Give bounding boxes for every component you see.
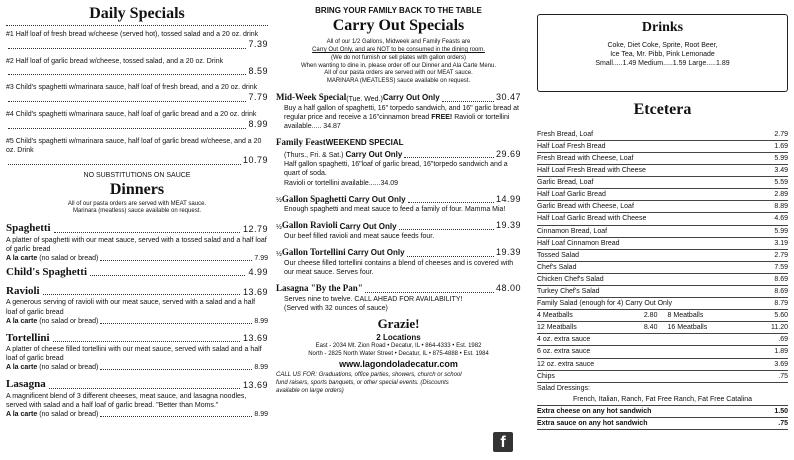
dinner-price: 12.79 <box>242 223 268 234</box>
et-name: Chicken Chef's Salad <box>537 275 604 283</box>
etcetera-row <box>537 189 788 201</box>
dinner-price: 13.69 <box>242 286 268 297</box>
midweek-desc-2: Ravioli or tortellini available..... 34.87 <box>284 113 510 130</box>
et-name: 4 oz. extra sauce <box>537 336 591 344</box>
dinner-name: Lasagna <box>6 378 46 391</box>
etcetera-row <box>537 262 788 274</box>
etcetera-row <box>537 165 788 177</box>
et-price: 8.69 <box>774 275 788 283</box>
et-name: Half Loaf Fresh Bread with Cheese <box>537 167 646 175</box>
et-name: Cinnamon Bread, Loaf <box>537 227 608 235</box>
special-desc: #1 Half loaf of fresh bread w/cheese (served hot), tossed salad and a 20 oz. drink <box>6 30 259 38</box>
midweek-price: 30.47 <box>495 91 521 102</box>
alacarte-note: (no salad or bread) <box>37 410 99 418</box>
et-name: 12 oz. extra sauce <box>537 360 595 368</box>
half-gallon-ravioli <box>276 220 521 241</box>
carry-out-note-3: (We do not furnish or sell plates with gallon orders) <box>331 54 466 61</box>
et-price: 7.59 <box>774 263 788 271</box>
et-price: 3.19 <box>774 239 788 247</box>
drinks-title: Drinks <box>641 20 684 35</box>
etcetera-list <box>535 129 790 430</box>
dinner-price: 13.69 <box>242 333 268 344</box>
et-name: Turkey Chef's Salad <box>537 288 600 296</box>
special-price: 7.39 <box>248 38 268 49</box>
carry-out-note-1: All of our 1/2 Gallons, Midweek and Family Feasts are <box>326 39 471 46</box>
gallon-price: 14.99 <box>495 193 521 204</box>
et-price: 1.89 <box>774 348 788 356</box>
substitution-note: NO SUBSTITUTIONS ON SAUCE <box>83 171 191 179</box>
et-price: 5.59 <box>774 179 788 187</box>
family-feast <box>276 137 521 188</box>
alacarte-note: (no salad or bread) <box>37 364 99 372</box>
facebook-icon[interactable]: f <box>493 432 513 452</box>
dinner-name: Child's Spaghetti <box>6 265 87 278</box>
daily-specials-column <box>6 0 268 460</box>
special-desc: #3 Child's spaghetti w/marinara sauce, half loaf of fresh bread, and a 20 oz. drink <box>6 84 258 92</box>
et-price: .75 <box>778 372 788 380</box>
et-name: Garlic Bread with Cheese, Loaf <box>537 203 634 211</box>
daily-special-4 <box>6 110 268 131</box>
etcetera-row <box>537 201 788 213</box>
gallon-name: Gallon Tortellini <box>281 247 346 258</box>
etcetera-row <box>537 346 788 358</box>
special-desc: #5 Child's spaghetti w/marinara sauce, half loaf of garlic bread w/cheese, and a 20 oz. Drink <box>6 137 262 155</box>
lasagna-by-the-pan <box>276 283 521 313</box>
et-price: 3.49 <box>774 167 788 175</box>
lasagna-desc: Serves nine to twelve. CALL AHEAD FOR AVAILABILITY! <box>284 295 463 303</box>
midweek-name: Mid-Week Special <box>276 91 347 102</box>
midweek-free: FREE! <box>431 113 453 121</box>
dinner-item-ravioli <box>6 284 268 326</box>
et-name: Half Loaf Garlic Bread <box>537 191 606 199</box>
et-name: 8 Meatballs <box>667 312 704 320</box>
family-desc-2: Ravioli or tortellini available......34.09 <box>284 179 399 187</box>
dinner-item-lasagna <box>6 377 268 419</box>
et-price: 5.99 <box>774 154 788 162</box>
etcetera-row <box>537 298 788 310</box>
gallon-suffix: Carry Out Only <box>348 194 406 204</box>
drinks-line-2: Ice Tea, Mr. Pibb, Pink Lemonade <box>610 51 715 59</box>
dinner-desc: A magnificent blend of 3 different cheeses, meat sauce, and lasagna noodles, served with salad and a half loaf of garlic bread. "Better than Moms." <box>6 392 247 409</box>
et-price: 11.20 <box>771 324 788 332</box>
daily-special-2 <box>6 57 268 78</box>
family-days-suffix: Carry Out Only <box>345 149 403 159</box>
et-name: Tossed Salad <box>537 251 580 259</box>
et-price: 2.79 <box>774 251 788 259</box>
dinner-name: Spaghetti <box>6 222 51 235</box>
daily-specials-list <box>6 30 268 167</box>
family-suffix: WEEKEND SPECIAL <box>325 138 404 148</box>
carry-out-note-5: All of our pasta orders are served with our MEAT sauce. <box>324 70 473 77</box>
et-price: .75 <box>778 420 788 428</box>
et-price: 5.60 <box>774 312 788 320</box>
meatball-row <box>537 322 788 334</box>
et-name: Half Loaf Fresh Bread <box>537 142 606 150</box>
alacarte-price: 8.99 <box>254 364 268 372</box>
family-days: (Thurs., Fri. & Sat.) <box>284 151 346 159</box>
etcetera-row <box>537 334 788 346</box>
special-desc: #4 Child's spaghetti w/marinara sauce, half loaf of garlic bread and a 20 oz. drink <box>6 111 257 119</box>
gallon-desc: Our beef filled ravioli and meat sauce feeds four. <box>284 233 435 241</box>
family-name: Family Feast <box>276 136 326 147</box>
carry-out-note-6: MARINARA (MEATLESS) sauce available on request. <box>326 78 471 85</box>
carry-out-title: Carry Out Specials <box>332 17 465 35</box>
frac: ½ <box>276 250 282 258</box>
et-name: 4 Meatballs <box>537 312 573 320</box>
drinks-etcetera-column <box>535 0 790 460</box>
special-price: 10.79 <box>242 155 268 166</box>
special-price: 7.79 <box>248 92 268 103</box>
et-name: Garlic Bread, Loaf <box>537 179 594 187</box>
etcetera-row <box>537 274 788 286</box>
alacarte-note: (no salad or bread) <box>37 254 99 262</box>
daily-specials-title: Daily Specials <box>6 4 268 26</box>
et-price: 1.50 <box>774 407 788 415</box>
half-gallon-tortellini <box>276 247 521 277</box>
et-name: Fresh Bread with Cheese, Loaf <box>537 154 634 162</box>
gallon-name: Gallon Ravioli <box>281 220 338 231</box>
et-price: 8.79 <box>774 300 788 308</box>
midweek-desc: Buy a half gallon of spaghetti, 16" torpedo sandwich, and 16" garlic bread at regular price and receive a 16"cinnamon bread <box>284 104 519 121</box>
etcetera-row <box>537 226 788 238</box>
callus-note: CALL US FOR: Graduations, office parties, showers, church or school fund raisers, sports banquets, or other special events. (Discounts available on large orders) <box>276 372 462 395</box>
etcetera-row <box>537 129 788 141</box>
grazie-title: Grazie! <box>377 315 420 331</box>
meatball-row <box>537 310 788 322</box>
website-link[interactable]: www.lagondoladecatur.com <box>339 358 458 369</box>
lasagna-name: Lasagna "By the Pan" <box>276 283 363 294</box>
etcetera-row <box>537 141 788 153</box>
alacarte-label: A la carte <box>6 410 38 418</box>
et-price: 4.69 <box>774 215 788 223</box>
et-price: 8.69 <box>774 288 788 296</box>
gallon-desc: Enough spaghetti and meat sauce to feed a family of four. Mamma Mia! <box>284 206 506 214</box>
location-east: East - 2034 Mt. Zion Road • Decatur, IL • 864-4333 • Est. 1982 <box>315 343 482 350</box>
et-price: 2.79 <box>774 130 788 138</box>
etcetera-row <box>537 153 788 165</box>
family-price: 29.69 <box>495 148 521 159</box>
et-name: Fresh Bread, Loaf <box>537 130 594 138</box>
et-name: Half Loaf Garlic Bread with Cheese <box>537 215 647 223</box>
locations-title: 2 Locations <box>376 332 421 342</box>
alacarte-price: 7.99 <box>254 254 268 262</box>
dinner-name: Ravioli <box>6 285 40 298</box>
dinner-desc: A generous serving of ravioli with our meat sauce, served with a salad and a half loaf of garlic bread <box>6 299 256 316</box>
extra-row <box>537 418 788 430</box>
etcetera-title: Etcetera <box>633 101 692 118</box>
drinks-line-1: Coke, Diet Coke, Sprite, Root Beer, <box>607 42 718 50</box>
et-name: Chef's Salad <box>537 263 577 271</box>
special-desc: #2 Half loaf of garlic bread w/cheese, tossed salad, and a 20 oz. Drink <box>6 57 224 65</box>
special-price: 8.99 <box>248 119 268 130</box>
gallon-suffix: Carry Out Only <box>339 221 397 231</box>
alacarte-label: A la carte <box>6 364 38 372</box>
dressings-title: Salad Dressings: <box>537 384 590 392</box>
midweek-days: (Tue. Wed.) <box>346 95 383 103</box>
etcetera-row <box>537 177 788 189</box>
drinks-line-3: Small.....1.49 Medium.....1.59 Large.....1.89 <box>595 60 730 68</box>
alacarte-label: A la carte <box>6 317 38 325</box>
et-price: 5.99 <box>774 227 788 235</box>
dinner-desc: A platter of cheese filled tortellini with our meat sauce, served with salad and a half loaf of garlic bread <box>6 346 262 363</box>
dinner-price: 13.69 <box>242 379 268 390</box>
etcetera-row <box>537 359 788 371</box>
gallon-desc: Our cheese filled tortellini contains a blend of cheeses and is covered with our meat sauce. Serves four. <box>284 259 514 276</box>
et-name: Extra cheese on any hot sandwich <box>537 407 652 415</box>
et-price: 2.89 <box>774 191 788 199</box>
et-name: 6 oz. extra sauce <box>537 348 591 356</box>
et-name: Half Loaf Cinnamon Bread <box>537 239 620 247</box>
etcetera-row <box>537 286 788 298</box>
carry-out-note-4: When wanting to dine in, please order off our Dinner and Ala Carte Menu. <box>300 62 496 69</box>
et-price: 1.69 <box>774 142 788 150</box>
dinners-note-2: Marinara (meatless) sauce available on request. <box>72 208 202 215</box>
et-price: 2.80 <box>643 312 658 320</box>
frac: ½ <box>276 223 282 231</box>
etcetera-row <box>537 250 788 262</box>
family-desc: Half gallon spaghetti, 16"loaf of garlic bread, 16"torpedo sandwich and a quart of soda. <box>284 161 508 178</box>
dinner-item-tortellini <box>6 331 268 373</box>
et-name: Family Salad (enough for 4) Carry Out Only <box>537 300 672 308</box>
half-gallon-spaghetti <box>276 194 521 215</box>
et-price: 3.69 <box>774 360 788 368</box>
drinks-box <box>537 14 788 92</box>
alacarte-label: A la carte <box>6 254 38 262</box>
carry-out-note-2: Carry Out Only, and are NOT to be consumed in the dining room. <box>312 46 485 53</box>
et-name: 16 Meatballs <box>667 324 708 332</box>
alacarte-price: 8.99 <box>254 410 268 418</box>
dinners-note-1: All of our pasta orders are served with MEAT sauce. <box>67 200 207 207</box>
et-name: Extra sauce on any hot sandwich <box>537 420 648 428</box>
gallon-suffix: Carry Out Only <box>347 248 405 258</box>
gallon-price: 19.39 <box>495 220 521 231</box>
carry-out-column <box>276 0 521 460</box>
etcetera-row <box>537 371 788 383</box>
dinner-price: 4.99 <box>248 267 268 278</box>
et-price: 8.40 <box>643 324 658 332</box>
et-name: Chips <box>537 372 555 380</box>
lasagna-desc-2: (Served with 32 ounces of sauce) <box>284 304 388 312</box>
etcetera-row <box>537 238 788 250</box>
location-north: North - 2825 North Water Street • Decatur, IL • 875-4888 • Est. 1984 <box>308 350 489 357</box>
gallon-price: 19.39 <box>495 247 521 258</box>
dinner-item-childs-spaghetti <box>6 265 268 279</box>
dinner-item-spaghetti <box>6 221 268 263</box>
extra-row <box>537 406 788 418</box>
et-price: .69 <box>778 336 788 344</box>
daily-special-5 <box>6 137 268 167</box>
alacarte-note: (no salad or bread) <box>37 317 99 325</box>
et-price: 8.89 <box>774 203 788 211</box>
et-name: 12 Meatballs <box>537 324 577 332</box>
daily-special-3 <box>6 83 268 104</box>
dressings-list: French, Italian, Ranch, Fat Free Ranch, Fat Free Catalina <box>537 394 788 406</box>
lasagna-price: 48.00 <box>495 283 521 294</box>
daily-special-1 <box>6 30 268 51</box>
special-price: 8.59 <box>248 65 268 76</box>
gallon-name: Gallon Spaghetti <box>281 193 347 204</box>
frac: ½ <box>276 197 282 205</box>
midweek-special <box>276 92 521 131</box>
dinner-desc: A platter of spaghetti with our meat sauce, served with a tossed salad and a half loaf of garlic bread <box>6 236 267 253</box>
dinners-title: Dinners <box>109 180 165 198</box>
banner: BRING YOUR FAMILY BACK TO THE TABLE <box>315 6 482 15</box>
etcetera-row <box>537 213 788 225</box>
alacarte-price: 8.99 <box>254 317 268 325</box>
dinner-name: Tortellini <box>6 331 50 344</box>
midweek-suffix: Carry Out Only <box>382 93 440 103</box>
